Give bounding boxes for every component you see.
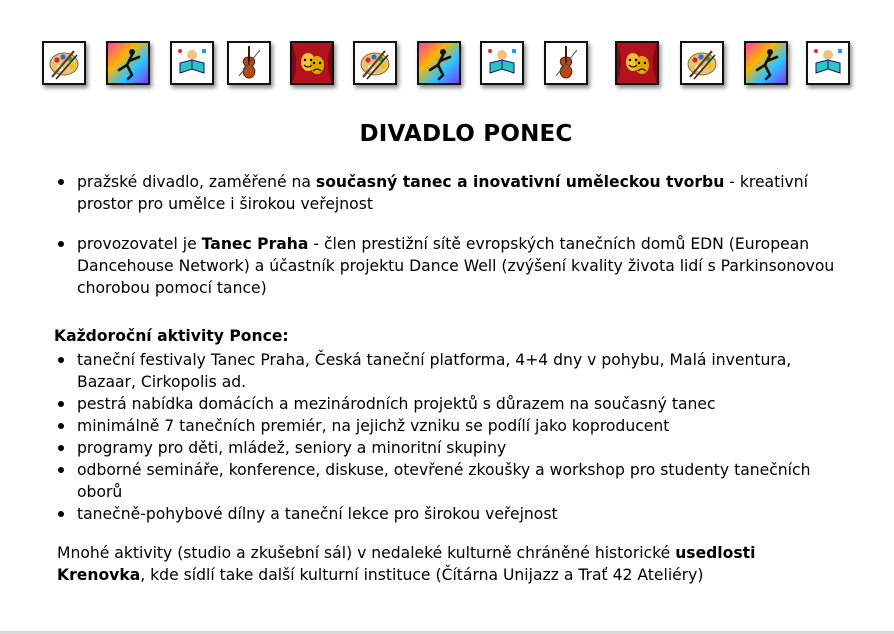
palette-icon xyxy=(680,41,724,85)
list-item: tanečně-pohybové dílny a taneční lekce pro širokou veřejnost xyxy=(54,503,854,525)
dancer-icon xyxy=(417,41,461,85)
violin-icon xyxy=(544,41,588,85)
violin-icon xyxy=(227,41,271,85)
palette-icon xyxy=(353,41,397,85)
list-item: taneční festivaly Tanec Praha, Česká taneční platforma, 4+4 dny v pohybu, Malá inventura, Bazaar, Cirkopolis ad. xyxy=(54,349,854,393)
reader-book-icon xyxy=(480,41,524,85)
palette-icon xyxy=(42,41,86,85)
closing-paragraph: Mnohé aktivity (studio a zkušební sál) v nedaleké kulturně chráněné historické usedlosti Krenovka, kde sídlí take další kulturní instituce (Čítárna Unijazz a Trať 42 Ateliéry) xyxy=(57,544,756,584)
theater-masks-icon xyxy=(290,41,334,85)
activities-list xyxy=(54,349,854,525)
activities-heading: Každoroční aktivity Ponce: xyxy=(54,327,289,345)
list-item: provozovatel je Tanec Praha - člen prestižní sítě evropských tanečních domů EDN (European Dancehouse Network) a účastník projektu Dance Well (zvýšení kvality života lidí s Parkinsonovou chorobou pomocí tance) xyxy=(54,233,854,299)
intro-list-1 xyxy=(54,171,854,215)
dancer-icon xyxy=(744,41,788,85)
list-item: pestrá nabídka domácích a mezinárodních projektů s důrazem na současný tanec xyxy=(54,393,854,415)
intro-list-2 xyxy=(54,233,854,299)
list-item: odborné semináře, konference, diskuse, otevřené zkoušky a workshop pro studenty tanečních oborů xyxy=(54,459,854,503)
theater-masks-icon xyxy=(615,41,659,85)
list-item: minimálně 7 tanečních premiér, na jejichž vzniku se podílí jako koproducent xyxy=(54,415,854,437)
reader-book-icon xyxy=(170,41,214,85)
icon-strip xyxy=(0,41,894,89)
page-title: DIVADLO PONEC xyxy=(359,121,573,147)
reader-book-icon xyxy=(806,41,850,85)
dancer-icon xyxy=(106,41,150,85)
list-item: pražské divadlo, zaměřené na současný tanec a inovativní uměleckou tvorbu - kreativní prostor pro umělce i širokou veřejnost xyxy=(54,171,854,215)
list-item: programy pro děti, mládež, seniory a minoritní skupiny xyxy=(54,437,854,459)
